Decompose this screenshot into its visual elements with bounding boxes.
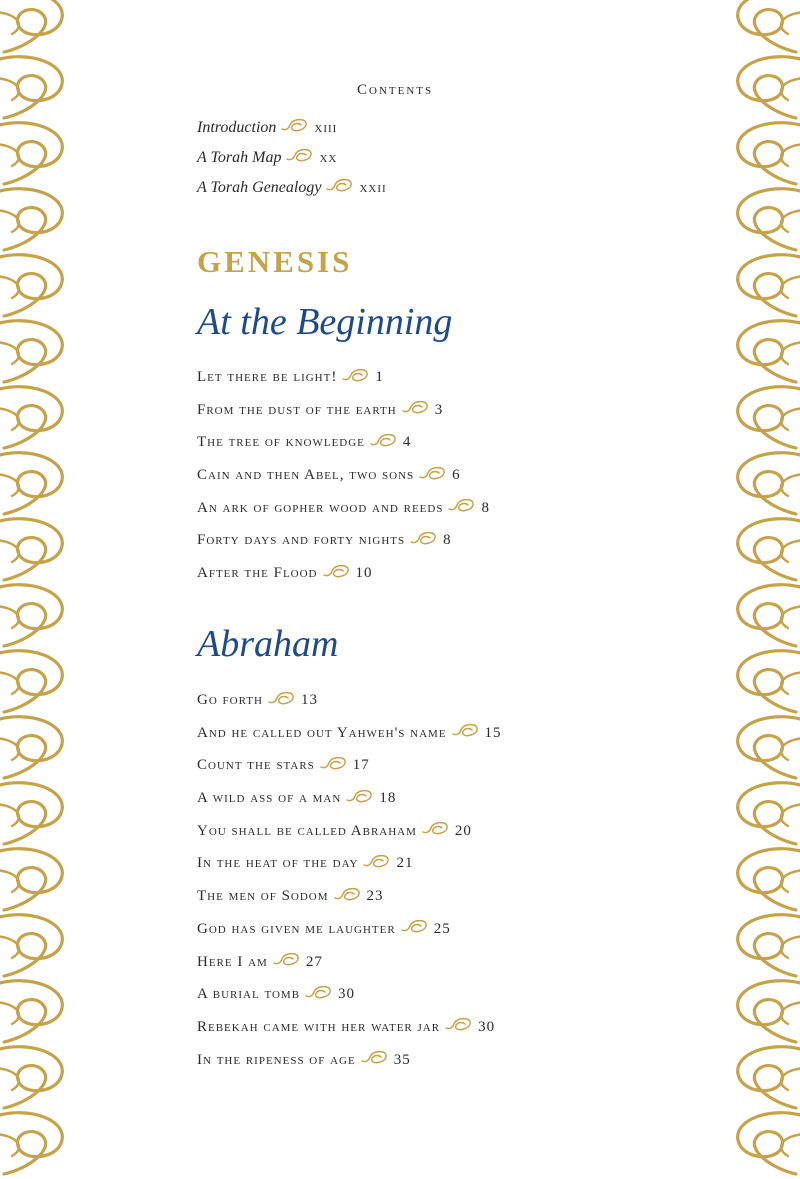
entry-title: Let there be light! (197, 369, 338, 385)
toc-entry[interactable] (197, 883, 502, 916)
gold-flourish-icon (304, 982, 332, 1008)
page-number: 8 (443, 532, 452, 549)
gold-flourish-icon (418, 463, 446, 489)
entry-title: And he called out Yahweh's name (197, 724, 447, 741)
gold-flourish-icon (325, 177, 353, 199)
entry-title: Rebekah came with her water jar (197, 1018, 441, 1035)
gold-flourish-icon (401, 397, 429, 423)
toc-entry[interactable] (197, 527, 490, 560)
toc-entry[interactable] (197, 560, 490, 593)
entry-title: You shall be called Abraham (197, 822, 417, 839)
page-number: 21 (396, 855, 414, 872)
toc-entry[interactable] (197, 720, 502, 753)
entry-title: A Torah Genealogy (197, 179, 322, 196)
front-matter-item[interactable] (197, 177, 387, 207)
front-matter-list (197, 117, 387, 207)
front-matter-item[interactable] (197, 147, 387, 177)
page-number: 27 (305, 953, 323, 970)
entry-title: A burial tomb (197, 986, 301, 1003)
left-border-pattern (0, 0, 62, 1174)
toc-entry[interactable] (197, 397, 490, 430)
gold-flourish-icon (333, 884, 361, 910)
book-title: GENESIS (197, 244, 353, 279)
page-number: xiii (314, 119, 338, 136)
gold-flourish-icon (451, 720, 479, 746)
page-number: 1 (375, 369, 384, 385)
entry-title: Here I am (197, 953, 268, 970)
page-title: Contents (357, 82, 434, 98)
toc-entry[interactable] (197, 752, 502, 785)
toc-entry[interactable] (197, 462, 490, 495)
toc-entry[interactable] (197, 785, 502, 818)
gold-flourish-icon (345, 786, 373, 812)
gold-flourish-icon (341, 365, 369, 391)
page-number: 30 (478, 1018, 496, 1035)
toc-entry[interactable] (197, 818, 502, 851)
section-entry-list (197, 687, 502, 1079)
right-border-pattern (738, 0, 800, 1174)
page-number: 15 (484, 724, 502, 741)
entry-title: A Torah Map (197, 149, 282, 166)
section-title: At the Beginning (197, 301, 453, 343)
right-ornamental-border (722, 0, 800, 1179)
gold-flourish-icon (409, 528, 437, 554)
entry-title: God has given me laughter (197, 920, 396, 937)
entry-title: An ark of gopher wood and reeds (197, 499, 444, 516)
page-number: 35 (393, 1051, 411, 1068)
entry-title: In the ripeness of age (197, 1051, 356, 1068)
toc-entry[interactable] (197, 981, 502, 1014)
toc-entry[interactable] (197, 364, 490, 397)
page-number: 17 (352, 757, 370, 774)
entry-title: In the heat of the day (197, 855, 359, 872)
entry-title: A wild ass of a man (197, 790, 342, 807)
page-number: 6 (452, 467, 461, 484)
page-number: 25 (433, 920, 451, 937)
entry-title: Forty days and forty nights (197, 532, 406, 549)
toc-entry[interactable] (197, 495, 490, 528)
toc-entry[interactable] (197, 429, 490, 462)
gold-flourish-icon (322, 561, 350, 587)
page-number: 3 (434, 401, 444, 418)
page-number: 10 (355, 565, 373, 582)
entry-title: Count the stars (197, 757, 315, 774)
page-number: 20 (454, 822, 472, 839)
front-matter-item[interactable] (197, 117, 387, 147)
gold-flourish-icon (400, 916, 428, 942)
entry-title: After the Flood (197, 565, 318, 582)
entry-title: The tree of knowledge (197, 434, 365, 451)
gold-flourish-icon (319, 753, 347, 779)
page-number: 4 (402, 434, 412, 451)
gold-flourish-icon (447, 495, 475, 521)
entry-title: Introduction (197, 119, 277, 136)
page-number: xxii (359, 179, 387, 196)
page-number: 23 (366, 888, 384, 905)
gold-flourish-icon (267, 688, 295, 714)
entry-title: Cain and then Abel, two sons (197, 467, 415, 484)
gold-flourish-icon (360, 1047, 388, 1073)
page-number: 30 (338, 986, 356, 1003)
page-number: 18 (379, 790, 397, 807)
gold-flourish-icon (280, 117, 308, 139)
left-ornamental-border (0, 0, 78, 1179)
page-number: 8 (481, 499, 490, 516)
entry-title: The men of Sodom (197, 888, 329, 905)
toc-entry[interactable] (197, 916, 502, 949)
section-title: Abraham (197, 623, 339, 665)
gold-flourish-icon (421, 818, 449, 844)
gold-flourish-icon (272, 949, 300, 975)
toc-entry[interactable] (197, 1047, 502, 1080)
toc-entry[interactable] (197, 850, 502, 883)
section-entry-list (197, 364, 490, 593)
entry-title: From the dust of the earth (197, 401, 397, 418)
gold-flourish-icon (285, 147, 313, 169)
toc-entry[interactable] (197, 1014, 502, 1047)
toc-entry[interactable] (197, 687, 502, 720)
gold-flourish-icon (444, 1014, 472, 1040)
page-number: 13 (300, 692, 318, 708)
gold-flourish-icon (369, 430, 397, 456)
toc-entry[interactable] (197, 949, 502, 982)
gold-flourish-icon (362, 851, 390, 877)
page-number: xx (319, 149, 338, 166)
entry-title: Go forth (197, 692, 263, 708)
